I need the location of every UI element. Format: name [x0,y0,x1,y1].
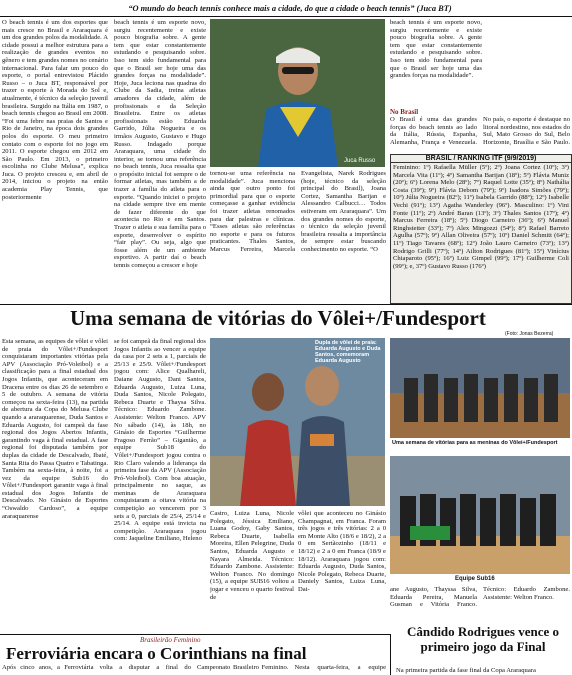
top-quote: “O mundo do beach tennis conhece mais a cidade, do que a cidade o beach tennis” (Juca BT) [128,4,452,13]
juca-russo-photo [210,19,385,167]
section-rule-2 [0,634,390,635]
ranking-box [390,154,572,304]
beach-col1-text: O beach tennis é um dos esportes que mais cresce no Brasil e Araraquara é um dos grandes polos da modalidade. A cidade possui a melhor estrutura para a realização de grandes eventos no gênero e tem grandes nomes no cenário internacional. Para falar um pouco do esporte, o portal entrevistou Plácido Russo – o Juca BT, responsável por trazer o esporte à Morada do Sol e, atualmente, é técnico da seleção juvenil brasileira. Surgido na Itália em 1987, o beach tennis chegou ao Brasil em 2008. “Foi uma febre nas praias de Santos e Rio de Janeiro, na época dois grandes polos do esporte. O meu primeiro contato com o esporte foi no jogo em 2011. O esporte chegou em 2012 em São Paulo. Em 2013, o primeiro escolinha no Clube Melusa”, explica Juca. O projeto cresceu e, em abril de 2014, iniciou o projeto na então academia Play Tennis, que posteriormente [2,19,108,201]
ranking-title: BRASIL / RANKING ITF (9/9/2019) [391,155,571,163]
no-brasil-title: No Brasil [390,108,419,116]
volei-right-caption-3: Equipe Sub16 [455,576,495,582]
volei-right-caption-2: Uma semana de vitórias para as meninas do Vôlei+/Fundesport [392,440,558,446]
section-rule-1 [0,304,572,305]
beach-col4-text: beach tennis é um esporte novo, surgiu recentemente e existe pouco biografia sobre. A gente tem que estar constantemente estudando e pesquisando sobre. Isso tem sido fundamental para que o Brasil ser hoje uma das grandes forças na modalidade”. [390,19,482,80]
headline-candido: Cândido Rodrigues vence o primeiro jogo da Final [406,624,560,654]
section-label: Brasileirão Feminino [140,636,201,644]
headline-volei: Uma semana de vitórias do Vôlei+/Fundesport [70,306,486,330]
juca-portrait-illustration [210,19,385,167]
juca-photo-caption: Juca Russo [344,158,376,164]
top-rule [0,16,572,17]
photo-credit: (Foto: Jonas Bezerra) [505,331,554,337]
candido-text: Na primeira partida da fase final da Copa Araraquara [396,667,536,674]
volei-col1-text: Esta semana, as equipes de vôlei e vôlei de praia do Vôlei+/Fundesport conquistaram importantes vitórias pela APV (Associação Pró-Voleibol) e a classificação para a final estadual dos Jogos Infantis, que aconteceram em Dracena entre os dias 26 de setembro e 5 de outubro. A semana de vitória começou na sexta-feira (13), na partida de abertura da Copa do Melusa Clube quando a araraquarense, Duda Santos e Eduarda Augusto, foi campeã da fase regional dos Jogos Abertos Infantis, garantindo vaga à final estadual. A fase regional foi disputada também por duplas da cidade de Descalvado, Ibaté, Santa Rita do Passa Quatro e Tabatinga. Também na sexta-feira, à noite, foi a vez da equipe Sub16 do Vôlei+/Fundesport garantir vaga à final estadual dos Jogos Infantis de Descalvado. No Ginásio de Esportes “Oswaldo Cardoso”, a equipe araraquarense [2,338,108,520]
ferroviaria-text: Após cinco anos, a Ferroviária volta a disputar a final do Campeonato Brasileiro Feminino. Nesta quarta-feira, a equipe [2,664,386,671]
candido-divider [390,634,391,675]
beach-col2-text: beach tennis é um esporte novo, surgiu recentemente e existe pouco biografia sobre. A gente tem que estar constantemente estudando e pesquisando sobre. Isso tem sido fundamental para que o Brasil ser hoje uma das grandes forças na modalidade”. Hoje, Juca leciona nas quadras do Clube da Sadia, treina atletas amadores da cidade, além de profissionais e da Seleção Brasileira. Entre os atletas profissionais estão Eduarda Garrido, Júlia Nogueira e os irmãos Augusto, Gustavo e Hugo Russo. Indagado porque Araraquara, uma cidade do interior, se tornou uma referência no beach tennis, Juca ressalta que o propósito inicial foi sempre o de formar atletas, mas também a de trazer a família do atleta para o esporte. “Quando iniciei o projeto na cidade sempre tive em mente de fazer diferente do que acontecia no Rio e em Santos. Trazer o atleta e sua família para o esporte, desenvolver o espírito “fair play”. Ou seja, algo que fosse além de um ambiente esportivo. A partir daí o beach tennis começou a crescer e hoje [114,19,206,269]
volei-col3-text: Castro, Luiza Luna, Nicole Polegato, Jéssica Emiliano, Luana Godoy, Gaby Santos, Rebeca Duarte, Isabella Moreira, Ellen Pelegrine, Duda Santos, Eduarda Augusto e Nayara Almeida. Técnico: Eduardo Zambone. Assistente: Welton Franco. No domingo (15), a equipe SUB16 voltou a jogar e venceu o quarto festival de [210,510,294,601]
volei-right-photo-2 [390,456,570,574]
equipe-sub16-illustration [390,456,570,574]
volei-col2-text: se foi campeã da final regional dos Jogos Infantis ao vencer a equipe da casa por 2 sets a 1, parciais de 25/13 e 25/9. Vôlei+/Fundesport jogou com: Alice Qualhareli, Daiane Augusto, Dani Santos, Eduarda Augusto, Luiza Luna, Duda Santos, Nicole Polegato, Rebeca Duarte e Thaysa Silva. Técnico: Eduardo Zambone. Assistente: Welton Franco. APV No sábado (14), às 18h, no Ginásio de Esportes “Guilherme Fragoso Ferrão” – Gigantão, a equipe Sub18 do Vôlei+/Fundesport jogou contra o Rio Claro valendo a liderança da primeira fase da APV (Associação Pró-Voleibol). Com boa atuação, principalmente no saque, as meninas de Araraquara conquistaram a oitava vitória na competição ao vencerem por 3 sets a 0, parciais de 25/4, 25/14 e 25/14. A equipe está invicta na competição. Araraquara jogou com: Jaqueline Emiliano, Heleno [114,338,206,543]
volei-right-photo-1 [390,338,570,438]
ranking-text: Feminino: 1º) Rafaella Müller (5º); 2º) Joana Cortez (10º); 3º) Marcela Vita (11º); 4º) Samantha Barijan (18º); 5º) Flávia Muniz (20º); 6º) Lorena Melo (28º); 7º) Raquel Lotte (35º); 8º) Nathália Costa (39º); 9º) Flávia Debom (79º); 9º) Isadora Simões (79º); 10º) Júlia Nogueira (82º); 11º) Isabela Garrido (88º); 12º) Isabelle Vechi (91º); 13º) Agatha Wanderley (96º). Masculino: 1º) Vini Fonte (11º); 2º) André Baran (13º); 3º) Thales Santos (17º); 4º) Marcus Ferreira (18º); 5º) Diogo Carneiro (36º); 6º) Manuel Ringhstetter (33º); 7º) Alex Mingozzi (54º); 8º) Rafael Barreto Agulha (57º); 9º) Allan Oliveira (57º); 10º) Daniel Schmitt (64º); 11º) Tiago Tavares (68º); 12º) João Lauro Carneiro (73º); 13º) Rodrigo Grilli (77º); 14º) Ailton Rodrigues (81º); 15º) Vinícius Chiaparoto (95º); 16º) Luiz Gimpel (99º); 17º) Guilherme Coli (99º); e, 37º) Gustavo Russo (176º) [393,164,569,270]
volei-col4-text: vôlei que aconteceu no Ginásio Champagnat, em Franca. Foram três jogos e três vitórias: 2 a 0 em Monte Alto (18/6 e 18/2), 2 a 0 em Sertãozinho (18/11 e 18/12) e 2 a 0 em Franca (18/9 e 18/12). Araraquara jogou com: Eduarda Augusto, Duda Santos, Nicole Polegato, Rebeca Duarte, Daniely Santos, Luiza Luna, Dai- [298,510,386,593]
volei-right-text: ane Augusto, Thayssa Silva, Eduarda Pereira, Manuela Gusman e Vitória Franco. Técnico: Eduardo Zambone. Assistente: Welton Franco. [390,586,570,609]
no-brasil-text: O Brasil é uma das grandes forças do beach tennis ao lado da Itália, Rússia, Espanha, Alemanha, França e Venezuela. No país, o esporte é destaque no litoral nordestino, nos estados do Sul, Mato Grosso do Sul, Belo Horizonte, Brasília e São Paulo. [390,116,570,146]
beach-col3-text: tornou-se uma referência na modalidade”. Juca menciona ainda que outro ponto foi primordial para que o esporte começasse a ganhar evidência foi trazer atletas renomados para dar palestras e clínicas. “Esses atletas são referências no esporte e para os futuros praticantes. Thales Santos, Marcus Ferreira, Marcela Evangelista, Narek Rodrigues (hoje, técnico da seleção principal do Brasil), Joana Cortez, Samantha Barijan e Alessandro Calbucci… Todos estiveram em Araraquara”. Um dos grandes nomes do esporte, o técnico da seleção juvenil brasileira ressalta a importância de sempre estar buscando conhecimento no esporte. “O [210,170,386,253]
volei-team-illustration [390,338,570,438]
headline-ferroviaria: Ferroviária encara o Corinthians na final [6,644,307,663]
volei-duo-caption: Dupla de vôlei de praia: Eduarda Augusto e Duda Santos, comemoram Eduarda Augusto [315,340,381,364]
